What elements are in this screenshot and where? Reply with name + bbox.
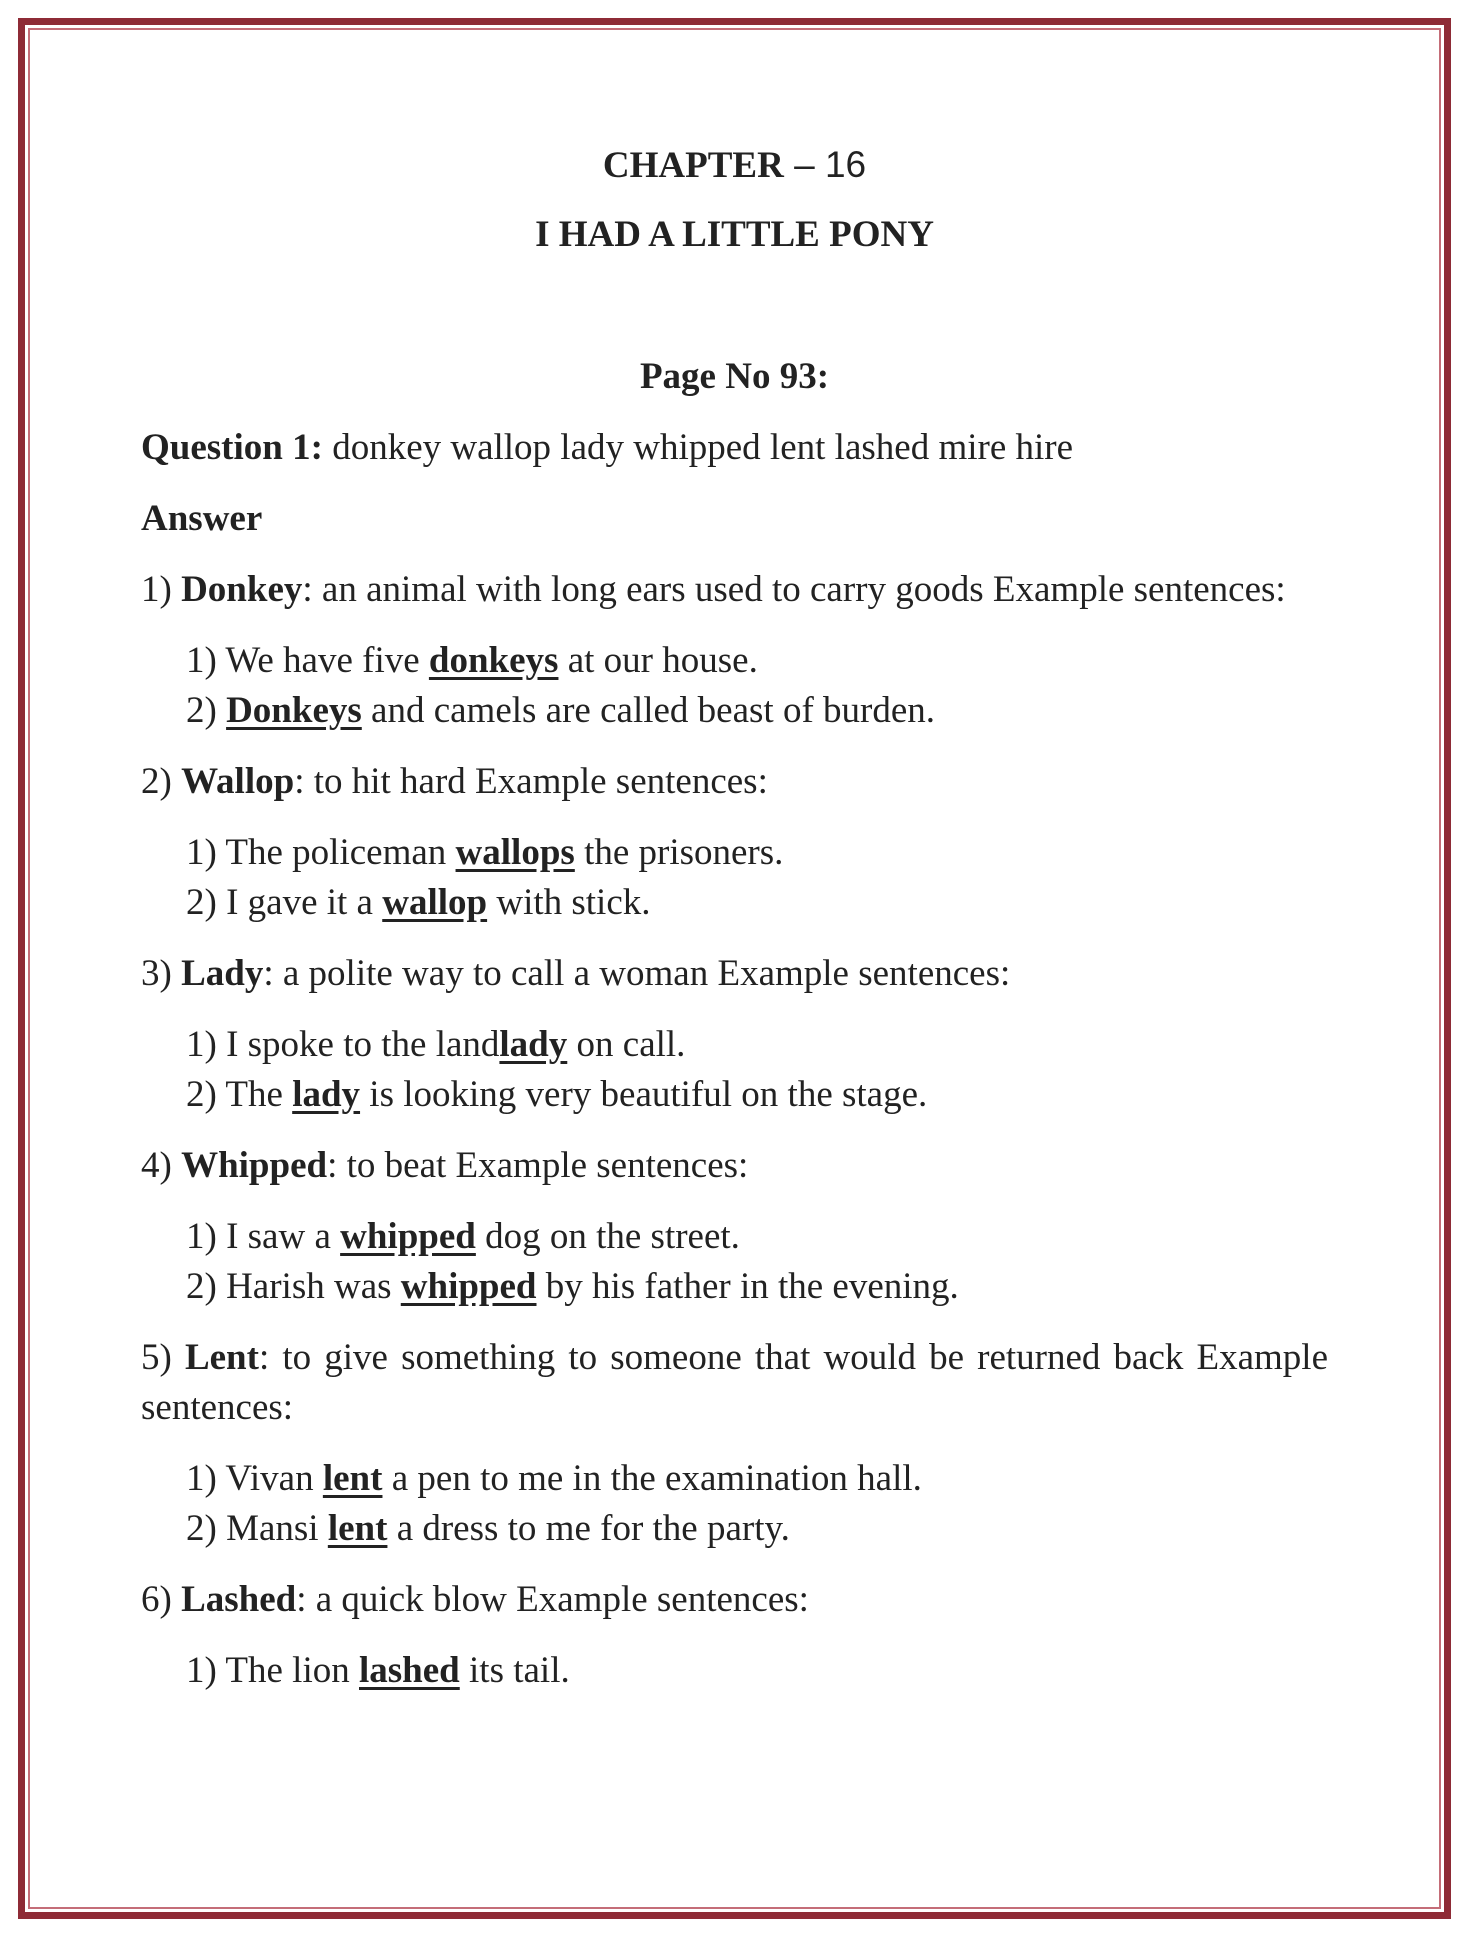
example-list bbox=[186, 828, 1328, 928]
example-sentence bbox=[186, 686, 1328, 736]
definition-number: 6) bbox=[141, 1579, 182, 1620]
example-after: dog on the street. bbox=[475, 1216, 740, 1257]
answer-body bbox=[141, 352, 1328, 1717]
definition-item bbox=[141, 757, 1328, 807]
definition-word: Lent bbox=[184, 1337, 259, 1378]
example-keyword: lashed bbox=[359, 1650, 460, 1691]
example-number: 1) bbox=[186, 1216, 227, 1257]
answer-label bbox=[141, 494, 1328, 544]
example-sentence bbox=[186, 878, 1328, 928]
example-keyword: lady bbox=[292, 1074, 361, 1115]
definition-text: : to give something to someone that would be returned back Example sentences: bbox=[141, 1337, 1329, 1428]
chapter-number: 16 bbox=[824, 144, 867, 185]
example-after: on call. bbox=[567, 1024, 686, 1065]
example-before: The bbox=[225, 1074, 293, 1115]
definition-word: Whipped bbox=[181, 1145, 328, 1186]
example-after: at our house. bbox=[558, 640, 758, 681]
definition-text: : an animal with long ears used to carry goods Example sentences: bbox=[302, 569, 1286, 610]
example-keyword: whipped bbox=[340, 1216, 476, 1257]
answer-label-text: Answer bbox=[141, 498, 263, 539]
example-after: a pen to me in the examination hall. bbox=[382, 1458, 922, 1499]
example-after: the prisoners. bbox=[574, 832, 784, 873]
example-number: 1) bbox=[186, 640, 226, 681]
definition-word: Wallop bbox=[181, 761, 295, 802]
example-list bbox=[186, 1454, 1328, 1554]
example-keyword: lent bbox=[322, 1458, 383, 1499]
example-sentence bbox=[186, 1212, 1328, 1262]
example-number: 2) bbox=[186, 1508, 227, 1549]
definition-word: Lashed bbox=[181, 1579, 297, 1620]
example-list bbox=[186, 1020, 1328, 1120]
example-number: 2) bbox=[186, 1074, 226, 1115]
example-keyword: whipped bbox=[400, 1266, 537, 1307]
example-sentence bbox=[186, 828, 1328, 878]
example-sentence bbox=[186, 1454, 1328, 1504]
example-number: 1) bbox=[186, 832, 226, 873]
definition-number: 3) bbox=[141, 953, 182, 994]
definition-item bbox=[141, 1333, 1328, 1433]
example-sentence bbox=[186, 1646, 1328, 1696]
chapter-heading bbox=[141, 140, 1328, 191]
example-sentence bbox=[186, 1262, 1328, 1312]
example-number: 2) bbox=[186, 882, 227, 923]
example-list bbox=[186, 636, 1328, 736]
definition-text: : to beat Example sentences: bbox=[327, 1145, 749, 1186]
example-sentence bbox=[186, 1070, 1328, 1120]
example-keyword: wallops bbox=[455, 832, 575, 873]
definition-text: : a quick blow Example sentences: bbox=[296, 1579, 809, 1620]
definition-number: 4) bbox=[141, 1145, 182, 1186]
question-label: Question 1: bbox=[141, 427, 323, 468]
definitions-list bbox=[141, 565, 1328, 1696]
example-before: Mansi bbox=[226, 1508, 328, 1549]
example-keyword: lady bbox=[499, 1024, 568, 1065]
definition-text: : to hit hard Example sentences: bbox=[294, 761, 768, 802]
definition-number: 2) bbox=[141, 761, 182, 802]
example-number: 1) bbox=[186, 1650, 226, 1691]
example-keyword: lent bbox=[327, 1508, 388, 1549]
example-keyword: donkeys bbox=[428, 640, 559, 681]
example-sentence bbox=[186, 636, 1328, 686]
example-list bbox=[186, 1212, 1328, 1312]
example-after: and camels are called beast of burden. bbox=[361, 690, 936, 731]
question-text: donkey wallop lady whipped lent lashed mire hire bbox=[322, 427, 1074, 468]
definition-item bbox=[141, 1141, 1328, 1191]
page-number-heading: Page No 93: bbox=[639, 356, 830, 397]
definition-number: 1) bbox=[141, 569, 182, 610]
question bbox=[141, 423, 1328, 473]
example-after: a dress to me for the party. bbox=[387, 1508, 790, 1549]
definition-item bbox=[141, 1575, 1328, 1625]
example-list bbox=[186, 1646, 1328, 1696]
example-after: by his father in the evening. bbox=[536, 1266, 959, 1307]
example-sentence bbox=[186, 1504, 1328, 1554]
example-keyword: wallop bbox=[382, 882, 488, 923]
example-number: 2) bbox=[186, 690, 227, 731]
example-before: I gave it a bbox=[226, 882, 383, 923]
example-before: Vivan bbox=[225, 1458, 323, 1499]
definition-item bbox=[141, 949, 1328, 999]
definition-number: 5) bbox=[141, 1337, 185, 1378]
example-before: The policeman bbox=[225, 832, 456, 873]
example-after: is looking very beautiful on the stage. bbox=[360, 1074, 928, 1115]
chapter-dash: – bbox=[783, 144, 825, 185]
definition-word: Lady bbox=[181, 953, 264, 994]
example-after: with stick. bbox=[487, 882, 651, 923]
definition-text: : a polite way to call a woman Example sentences: bbox=[263, 953, 1011, 994]
example-after: its tail. bbox=[459, 1650, 570, 1691]
example-sentence bbox=[186, 1020, 1328, 1070]
example-before: I spoke to the land bbox=[226, 1024, 500, 1065]
example-before: I saw a bbox=[226, 1216, 341, 1257]
example-before: Harish was bbox=[226, 1266, 401, 1307]
example-keyword: Donkeys bbox=[226, 690, 362, 731]
example-number: 1) bbox=[186, 1458, 226, 1499]
definition-item bbox=[141, 565, 1328, 615]
example-number: 1) bbox=[186, 1024, 227, 1065]
definition-word: Donkey bbox=[181, 569, 303, 610]
example-before: The lion bbox=[225, 1650, 359, 1691]
example-before: We have five bbox=[225, 640, 429, 681]
chapter-title: I HAD A LITTLE PONY bbox=[535, 214, 934, 255]
chapter-label: CHAPTER bbox=[602, 145, 784, 186]
example-number: 2) bbox=[186, 1266, 227, 1307]
